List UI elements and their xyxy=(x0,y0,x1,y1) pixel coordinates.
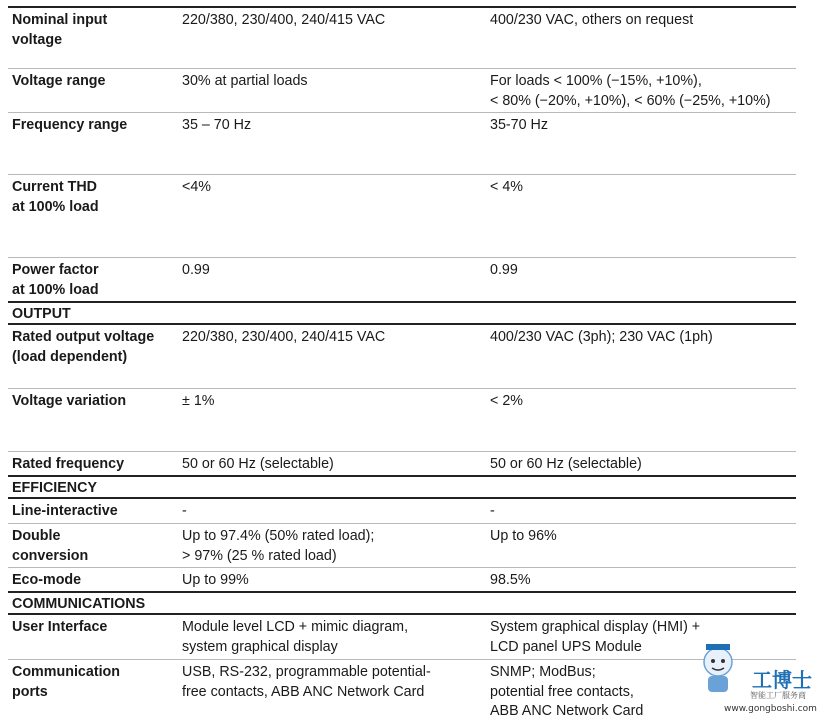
value-col-1: <4% xyxy=(182,179,212,195)
value-col-1: 0.99 xyxy=(182,262,210,278)
table-row xyxy=(8,567,796,591)
watermark-logo xyxy=(696,636,826,720)
value-col-2: For loads < 100% (−15%, +10%), < 80% (−20%, +10%), < 60% (−25%, +10%) xyxy=(490,73,771,109)
value-col-2: 400/230 VAC (3ph); 230 VAC (1ph) xyxy=(490,329,713,345)
table-row xyxy=(8,68,796,112)
value-col-1: 220/380, 230/400, 240/415 VAC xyxy=(182,12,386,28)
value-col-1: 30% at partial loads xyxy=(182,73,308,89)
table-row xyxy=(8,523,796,567)
table-row xyxy=(8,325,796,388)
table-row xyxy=(8,174,796,257)
value-col-2: < 2% xyxy=(490,393,523,409)
value-col-1: Module level LCD + mimic diagram, system graphical display xyxy=(182,619,409,655)
table-row xyxy=(8,659,796,723)
section-header-row xyxy=(8,591,796,615)
table-row xyxy=(8,6,796,68)
value-col-1: ± 1% xyxy=(182,393,215,409)
row-label: Eco-mode xyxy=(12,572,82,588)
row-label: Rated output voltage (load dependent) xyxy=(12,329,155,365)
table-row xyxy=(8,257,796,301)
spec-table xyxy=(8,6,796,723)
section-header-row xyxy=(8,301,796,325)
row-label: Frequency range xyxy=(12,117,128,133)
mascot-icon xyxy=(696,636,752,700)
value-col-2: SNMP; ModBus; potential free contacts, ABB ANC Network Card xyxy=(490,664,644,719)
row-label: Rated frequency xyxy=(12,456,125,472)
row-label: Communication ports xyxy=(12,664,121,700)
table-row xyxy=(8,615,796,659)
value-col-2: - xyxy=(490,503,495,519)
row-label: User Interface xyxy=(12,619,108,635)
row-label: Current THD at 100% load xyxy=(12,179,99,215)
value-col-1: 220/380, 230/400, 240/415 VAC xyxy=(182,329,386,345)
row-label: Double conversion xyxy=(12,528,89,564)
value-col-2: 98.5% xyxy=(490,572,531,588)
row-label: Nominal input voltage xyxy=(12,12,108,48)
value-col-2: 0.99 xyxy=(490,262,518,278)
row-label: Voltage variation xyxy=(12,393,127,409)
row-label: Power factor at 100% load xyxy=(12,262,99,298)
value-col-1: Up to 99% xyxy=(182,572,249,588)
value-col-1: 50 or 60 Hz (selectable) xyxy=(182,456,334,472)
section-header-row xyxy=(8,475,796,499)
value-col-2: 50 or 60 Hz (selectable) xyxy=(490,456,642,472)
section-title: EFFICIENCY xyxy=(12,480,97,496)
value-col-2: < 4% xyxy=(490,179,523,195)
value-col-2: 35-70 Hz xyxy=(490,117,549,133)
value-col-2: System graphical display (HMI) + LCD panel UPS Module xyxy=(490,619,701,655)
value-col-2: 400/230 VAC, others on request xyxy=(490,12,694,28)
value-col-1: Up to 97.4% (50% rated load); > 97% (25 % rated load) xyxy=(182,528,375,564)
watermark-url: www.gongboshi.com xyxy=(724,704,817,714)
table-row xyxy=(8,112,796,174)
row-label: Line-interactive xyxy=(12,503,118,519)
watermark-brand: 工博士 xyxy=(752,668,812,692)
table-row xyxy=(8,499,796,523)
value-col-2: Up to 96% xyxy=(490,528,557,544)
value-col-1: USB, RS-232, programmable potential- free contacts, ABB ANC Network Card xyxy=(182,664,431,700)
section-title: OUTPUT xyxy=(12,306,71,322)
watermark-sub: 智能工厂服务商 xyxy=(750,691,806,700)
section-title: COMMUNICATIONS xyxy=(12,596,146,612)
table-row xyxy=(8,451,796,475)
value-col-1: - xyxy=(182,503,187,519)
table-row xyxy=(8,388,796,451)
row-label: Voltage range xyxy=(12,73,106,89)
value-col-1: 35 – 70 Hz xyxy=(182,117,252,133)
